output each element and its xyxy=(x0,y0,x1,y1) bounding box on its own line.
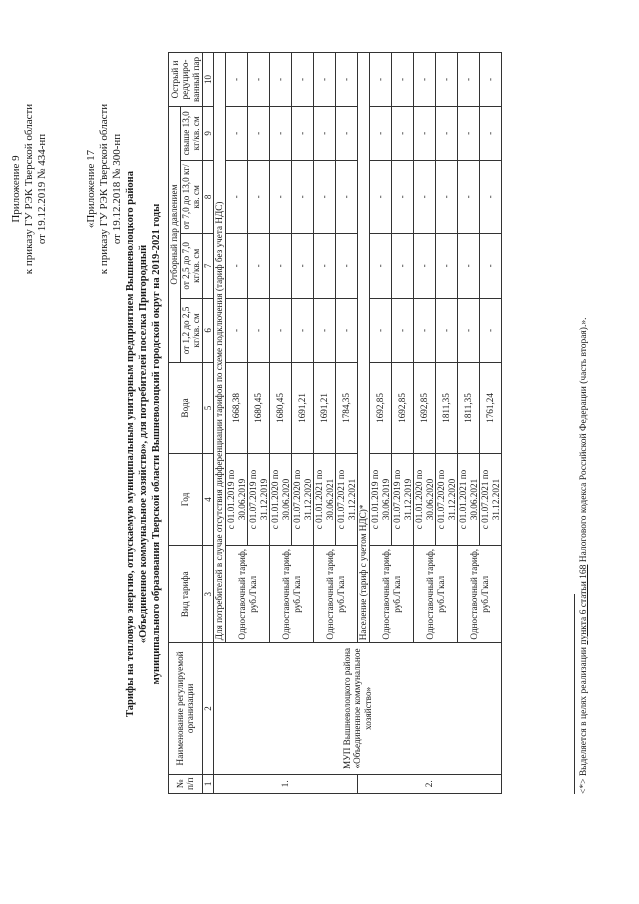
hot-steam-value: - xyxy=(370,53,392,107)
appendix-9-line: от 19.12.2019 № 434-нп xyxy=(36,133,48,245)
steam-1-2-2-5-value: - xyxy=(480,298,502,363)
steam-1-2-2-5-value: - xyxy=(226,298,248,363)
col-header-p4: свыше 13,0 кг/кв. см xyxy=(180,106,202,160)
steam-1-2-2-5-value: - xyxy=(314,298,336,363)
period-date: с 01.07.2019 по 31.12.2019 xyxy=(248,453,270,546)
hot-steam-value: - xyxy=(248,53,270,107)
steam-7-13-value: - xyxy=(392,160,414,233)
appendix-9-header xyxy=(10,74,49,304)
period-date: с 01.01.2021 по 30.06.2021 xyxy=(458,453,480,546)
steam-1-2-2-5-value: - xyxy=(370,298,392,363)
steam-2-5-7-value: - xyxy=(248,234,270,299)
col-header-hot-steam: Острый и редуциро-ванный пар xyxy=(169,53,203,107)
steam-7-13-value: - xyxy=(270,160,292,233)
footnote-link[interactable]: пункта 6 статьи 168 xyxy=(579,564,589,645)
appendix-17-line: к приказу ГУ РЭК Тверской области xyxy=(98,103,110,275)
water-value: 1680,45 xyxy=(270,363,292,453)
tariff-kind: Одноставочный тариф, руб./Гкал xyxy=(314,546,358,643)
hot-steam-value: - xyxy=(292,53,314,107)
steam-over-13-value: - xyxy=(248,106,270,160)
col-header-p3: от 7,0 до 13,0 кг/кв. см xyxy=(180,160,202,233)
steam-7-13-value: - xyxy=(292,160,314,233)
steam-1-2-2-5-value: - xyxy=(392,298,414,363)
period-date: с 01.07.2021 по 31.12.2021 xyxy=(336,453,358,546)
steam-2-5-7-value: - xyxy=(392,234,414,299)
col-header-org: Наименование регулируемой организации xyxy=(169,643,203,774)
period-date: с 01.01.2019 по 30.06.2019 xyxy=(226,453,248,546)
col-header-water: Вода xyxy=(169,363,203,453)
steam-1-2-2-5-value: - xyxy=(436,298,458,363)
steam-7-13-value: - xyxy=(480,160,502,233)
steam-over-13-value: - xyxy=(392,106,414,160)
hot-steam-value: - xyxy=(480,53,502,107)
steam-over-13-value: - xyxy=(480,106,502,160)
column-number: 7 xyxy=(202,234,214,299)
steam-1-2-2-5-value: - xyxy=(292,298,314,363)
col-header-p2: от 2,5 до 7,0 кг/кв. см xyxy=(180,234,202,299)
tariff-kind: Одноставочный тариф, руб./Гкал xyxy=(370,546,414,643)
period-date: с 01.01.2020 по 30.06.2020 xyxy=(270,453,292,546)
steam-2-5-7-value: - xyxy=(480,234,502,299)
steam-2-5-7-value: - xyxy=(314,234,336,299)
tariff-kind: Одноставочный тариф, руб./Гкал xyxy=(458,546,502,643)
period-date: с 01.01.2019 по 30.06.2019 xyxy=(370,453,392,546)
column-number: 4 xyxy=(202,453,214,546)
col-header-p1: от 1,2 до 2,5 кг/кв. см xyxy=(180,298,202,363)
section-heading-row xyxy=(214,53,226,794)
period-date: с 01.07.2021 по 31.12.2021 xyxy=(480,453,502,546)
steam-2-5-7-value: - xyxy=(270,234,292,299)
col-header-kind: Вид тарифа xyxy=(169,546,203,643)
hot-steam-value: - xyxy=(270,53,292,107)
tariff-kind: Одноставочный тариф, руб./Гкал xyxy=(414,546,458,643)
water-value: 1691,21 xyxy=(292,363,314,453)
organization-name: МУП Вышневолоцкого района «Объединенное коммунальное хозяйство» xyxy=(214,643,502,774)
footnote xyxy=(579,318,589,794)
water-value: 1668,38 xyxy=(226,363,248,453)
period-date: с 01.07.2019 по 31.12.2019 xyxy=(392,453,414,546)
title-line: Тарифы на тепловую энергию, отпускаемую муниципальным унитарным предприятием Вышневолоцкого района xyxy=(125,171,136,717)
steam-2-5-7-value: - xyxy=(436,234,458,299)
water-value: 1680,45 xyxy=(248,363,270,453)
water-value: 1692,85 xyxy=(370,363,392,453)
steam-7-13-value: - xyxy=(336,160,358,233)
col-header-year: Год xyxy=(169,453,203,546)
steam-2-5-7-value: - xyxy=(226,234,248,299)
steam-7-13-value: - xyxy=(436,160,458,233)
steam-2-5-7-value: - xyxy=(458,234,480,299)
steam-7-13-value: - xyxy=(414,160,436,233)
title-line: «Объединенное коммунальное хозяйство», для потребителей поселка Пригородный xyxy=(138,244,149,644)
water-value: 1811,35 xyxy=(436,363,458,453)
tariff-table xyxy=(168,52,502,794)
steam-1-2-2-5-value: - xyxy=(270,298,292,363)
steam-7-13-value: - xyxy=(370,160,392,233)
section-heading: Население (тариф с учетом НДС)* xyxy=(358,53,370,643)
column-number: 1 xyxy=(202,774,214,793)
footnote-prefix: <*> Выделяется в целях реализации xyxy=(579,644,589,794)
steam-2-5-7-value: - xyxy=(336,234,358,299)
title-line: муниципального образования Тверской области Вышневолоцкий городской округ на 2019-2021 годы xyxy=(151,203,162,685)
steam-7-13-value: - xyxy=(458,160,480,233)
period-date: с 01.01.2020 по 30.06.2020 xyxy=(414,453,436,546)
column-number: 2 xyxy=(202,643,214,774)
column-number-row xyxy=(202,53,214,794)
hot-steam-value: - xyxy=(314,53,336,107)
section-number: 2. xyxy=(358,774,502,793)
tariff-kind: Одноставочный тариф, руб./Гкал xyxy=(270,546,314,643)
steam-2-5-7-value: - xyxy=(292,234,314,299)
appendix-9-line: к приказу ГУ РЭК Тверской области xyxy=(23,103,35,275)
steam-1-2-2-5-value: - xyxy=(414,298,436,363)
hot-steam-value: - xyxy=(392,53,414,107)
water-value: 1692,85 xyxy=(392,363,414,453)
column-number: 9 xyxy=(202,106,214,160)
appendix-17-header xyxy=(85,74,124,304)
section-heading: Для потребителей в случае отсутствия дифференциации тарифов по схеме подключения (тариф без учета НДС) xyxy=(214,53,226,643)
steam-over-13-value: - xyxy=(336,106,358,160)
water-value: 1761,24 xyxy=(480,363,502,453)
steam-7-13-value: - xyxy=(226,160,248,233)
hot-steam-value: - xyxy=(226,53,248,107)
steam-over-13-value: - xyxy=(270,106,292,160)
steam-1-2-2-5-value: - xyxy=(458,298,480,363)
steam-over-13-value: - xyxy=(314,106,336,160)
appendix-17-line: «Приложение 17 xyxy=(85,149,97,229)
column-number: 3 xyxy=(202,546,214,643)
appendix-9-line: Приложение 9 xyxy=(10,155,22,223)
steam-over-13-value: - xyxy=(226,106,248,160)
footnote-suffix: Налогового кодекса Российской Федерации (часть вторая).». xyxy=(579,317,589,565)
steam-over-13-value: - xyxy=(370,106,392,160)
steam-over-13-value: - xyxy=(292,106,314,160)
steam-7-13-value: - xyxy=(248,160,270,233)
steam-2-5-7-value: - xyxy=(414,234,436,299)
water-value: 1811,35 xyxy=(458,363,480,453)
period-date: с 01.01.2021 по 30.06.2021 xyxy=(314,453,336,546)
col-header-num: № п/п xyxy=(169,774,203,793)
hot-steam-value: - xyxy=(436,53,458,107)
tariff-kind: Одноставочный тариф, руб./Гкал xyxy=(226,546,270,643)
hot-steam-value: - xyxy=(414,53,436,107)
column-number: 5 xyxy=(202,363,214,453)
period-date: с 01.07.2020 по 31.12.2020 xyxy=(292,453,314,546)
steam-2-5-7-value: - xyxy=(370,234,392,299)
steam-1-2-2-5-value: - xyxy=(336,298,358,363)
hot-steam-value: - xyxy=(336,53,358,107)
footnote-divider xyxy=(574,594,575,794)
steam-over-13-value: - xyxy=(458,106,480,160)
water-value: 1691,21 xyxy=(314,363,336,453)
steam-7-13-value: - xyxy=(314,160,336,233)
document-title xyxy=(124,124,163,764)
period-date: с 01.07.2020 по 31.12.2020 xyxy=(436,453,458,546)
column-number: 10 xyxy=(202,53,214,107)
water-value: 1784,35 xyxy=(336,363,358,453)
steam-over-13-value: - xyxy=(436,106,458,160)
tariff-table-body xyxy=(214,53,502,794)
water-value: 1692,85 xyxy=(414,363,436,453)
section-number: 1. xyxy=(214,774,358,793)
steam-over-13-value: - xyxy=(414,106,436,160)
column-number: 6 xyxy=(202,298,214,363)
header-row xyxy=(169,53,181,794)
col-header-steam-group: Отборный пар давлением xyxy=(169,106,181,362)
column-number: 8 xyxy=(202,160,214,233)
steam-1-2-2-5-value: - xyxy=(248,298,270,363)
hot-steam-value: - xyxy=(458,53,480,107)
appendix-17-line: от 19.12.2018 № 300-нп xyxy=(111,133,123,245)
